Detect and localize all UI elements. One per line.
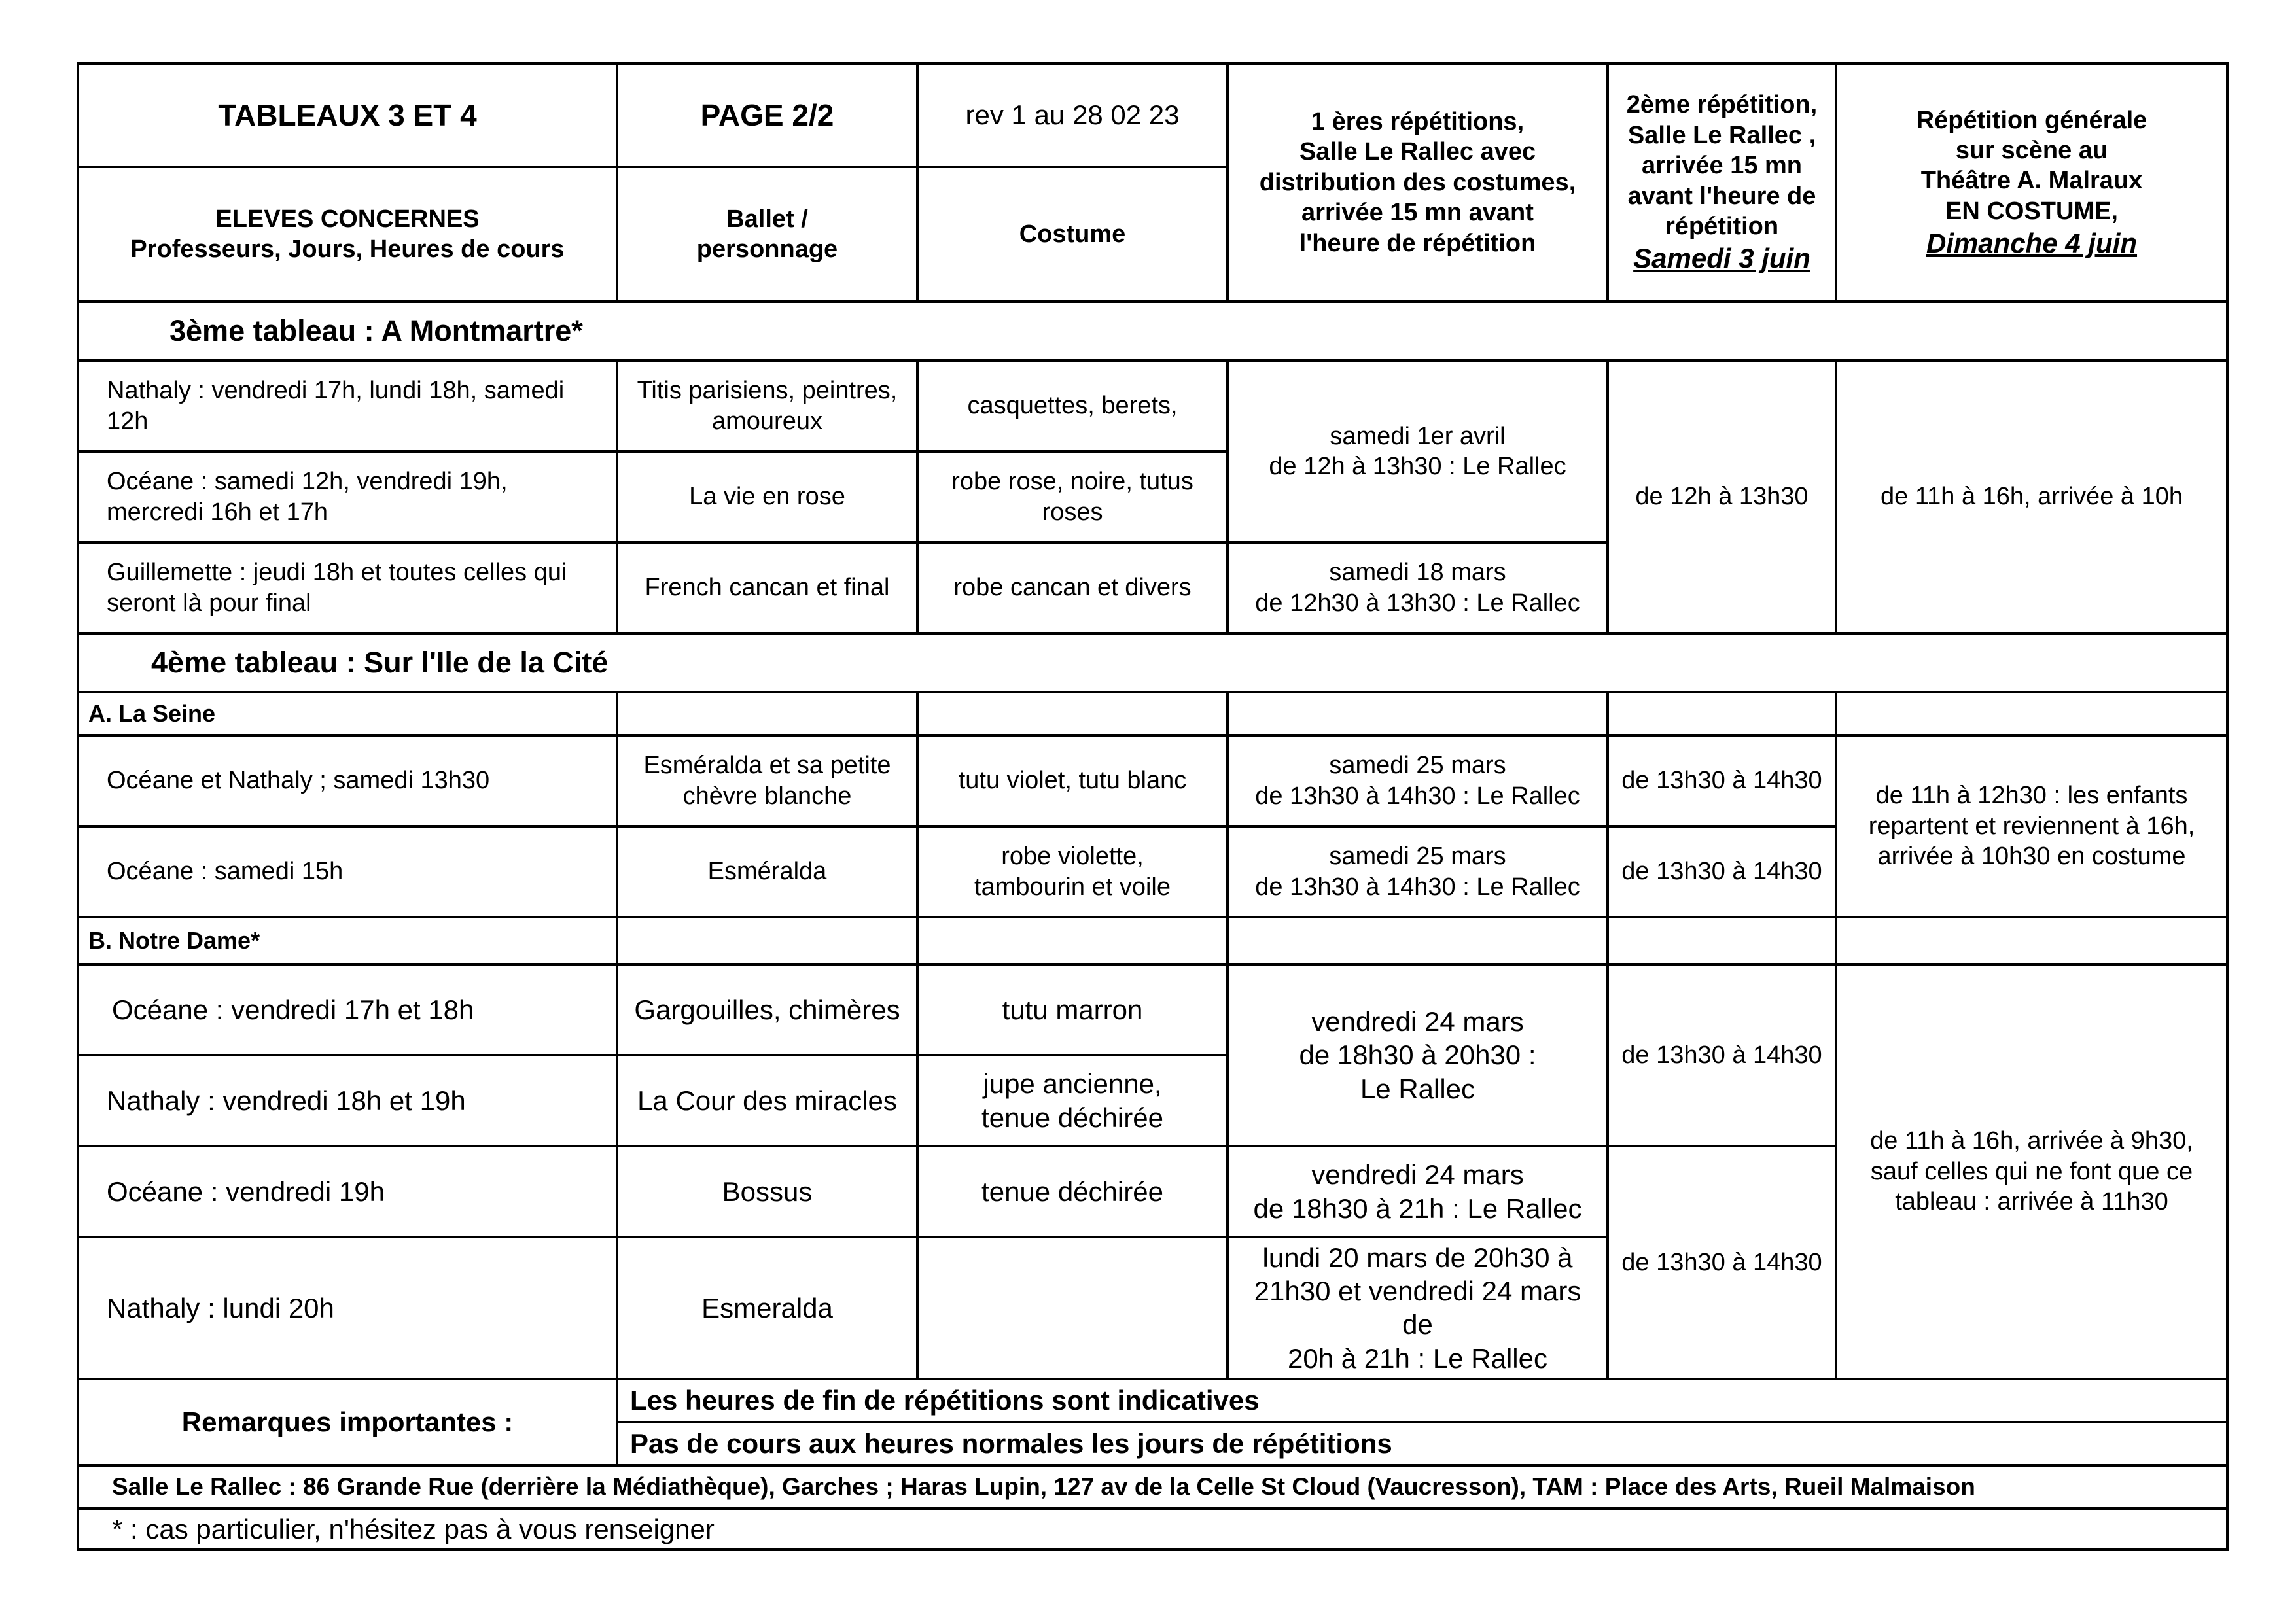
col-header-ballet: Ballet / personnage	[617, 167, 917, 302]
ballet-cell: Esméralda et sa petite chèvre blanche	[617, 735, 917, 826]
students-cell: Océane : vendredi 19h	[78, 1146, 617, 1237]
costume-cell: robe violette, tambourin et voile	[917, 826, 1227, 917]
ballet-cell: Titis parisiens, peintres, amoureux	[617, 360, 917, 451]
col-header-rep2: 2ème répétition, Salle Le Rallec , arrivée 15 mn avant l'heure de répétition Samedi 3 juin	[1608, 63, 1836, 302]
ballet-cell: Gargouilles, chimères	[617, 964, 917, 1055]
ballet-cell: La Cour des miracles	[617, 1055, 917, 1146]
rep1-cell: vendredi 24 mars de 18h30 à 21h : Le Rallec	[1227, 1146, 1608, 1237]
section-title-tableau4: 4ème tableau : Sur l'Ile de la Cité	[78, 633, 2227, 692]
ballet-cell: Bossus	[617, 1146, 917, 1237]
subsection-title-notre-dame: B. Notre Dame*	[78, 917, 617, 964]
ballet-cell: La vie en rose	[617, 451, 917, 542]
header-row-1	[78, 63, 2227, 167]
section-title-tableau3: 3ème tableau : A Montmartre*	[78, 302, 2227, 360]
col-header-costume: Costume	[917, 167, 1227, 302]
general-cell: de 11h à 16h, arrivée à 10h	[1836, 360, 2227, 633]
students-cell: Nathaly : vendredi 17h, lundi 18h, samedi 12h	[78, 360, 617, 451]
rep2-cell: de 12h à 13h30	[1608, 360, 1836, 633]
rep2-date: Samedi 3 juin	[1633, 243, 1810, 274]
students-cell: Océane et Nathaly ; samedi 13h30	[78, 735, 617, 826]
subsection-row-notre-dame	[78, 917, 2227, 964]
costume-cell: jupe ancienne, tenue déchirée	[917, 1055, 1227, 1146]
ballet-cell: Esméralda	[617, 826, 917, 917]
remark-2: Pas de cours aux heures normales les jours de répétitions	[617, 1422, 2227, 1465]
ballet-cell: Esmeralda	[617, 1237, 917, 1379]
costume-cell: robe cancan et divers	[917, 542, 1227, 633]
general-date: Dimanche 4 juin	[1926, 228, 2138, 259]
rep1-cell: samedi 1er avril de 12h à 13h30 : Le Rallec	[1227, 360, 1608, 542]
rep1-cell: vendredi 24 mars de 18h30 à 20h30 : Le Rallec	[1227, 964, 1608, 1146]
remark-1: Les heures de fin de répétitions sont indicatives	[617, 1379, 2227, 1422]
addresses-text: Salle Le Rallec : 86 Grande Rue (derrière la Médiathèque), Garches ; Haras Lupin, 127 av de la Celle St Cloud (Vaucresson), TAM : Place des Arts, Rueil Malmaison	[78, 1465, 2227, 1509]
remarks-label: Remarques importantes :	[78, 1379, 617, 1465]
section-row-tableau4	[78, 633, 2227, 692]
rep1-cell: samedi 25 mars de 13h30 à 14h30 : Le Rallec	[1227, 826, 1608, 917]
col-header-general: Répétition générale sur scène au Théâtre A. Malraux EN COSTUME, Dimanche 4 juin	[1836, 63, 2227, 302]
costume-cell: tenue déchirée	[917, 1146, 1227, 1237]
rep2-cell: de 13h30 à 14h30	[1608, 964, 1836, 1146]
subsection-row-seine	[78, 692, 2227, 735]
remarks-row	[78, 1379, 2227, 1422]
students-cell: Océane : samedi 12h, vendredi 19h, mercredi 16h et 17h	[78, 451, 617, 542]
document-title: TABLEAUX 3 ET 4	[78, 63, 617, 167]
col-header-rep1: 1 ères répétitions, Salle Le Rallec avec distribution des costumes, arrivée 15 mn avant l'heure de répétition	[1227, 63, 1608, 302]
page-number: PAGE 2/2	[617, 63, 917, 167]
general-cell: de 11h à 16h, arrivée à 9h30, sauf celles qui ne font que ce tableau : arrivée à 11h30	[1836, 964, 2227, 1379]
students-cell: Guillemette : jeudi 18h et toutes celles qui seront là pour final	[78, 542, 617, 633]
students-cell: Océane : samedi 15h	[78, 826, 617, 917]
costume-cell: casquettes, berets,	[917, 360, 1227, 451]
rep2-cell: de 13h30 à 14h30	[1608, 1146, 1836, 1379]
revision-label: rev 1 au 28 02 23	[917, 63, 1227, 167]
general-cell: de 11h à 12h30 : les enfants repartent et reviennent à 16h, arrivée à 10h30 en costume	[1836, 735, 2227, 917]
costume-cell	[917, 1237, 1227, 1379]
students-cell: Nathaly : vendredi 18h et 19h	[78, 1055, 617, 1146]
schedule-table	[77, 62, 2229, 1551]
costume-cell: tutu marron	[917, 964, 1227, 1055]
addresses-row	[78, 1465, 2227, 1509]
ballet-cell: French cancan et final	[617, 542, 917, 633]
costume-cell: tutu violet, tutu blanc	[917, 735, 1227, 826]
footnote-row	[78, 1509, 2227, 1550]
subsection-title-seine: A. La Seine	[78, 692, 617, 735]
section-row-tableau3	[78, 302, 2227, 360]
rep1-cell: samedi 25 mars de 13h30 à 14h30 : Le Rallec	[1227, 735, 1608, 826]
rep1-cell: samedi 18 mars de 12h30 à 13h30 : Le Rallec	[1227, 542, 1608, 633]
rep1-cell: lundi 20 mars de 20h30 à 21h30 et vendredi 24 mars de 20h à 21h : Le Rallec	[1227, 1237, 1608, 1379]
students-cell: Océane : vendredi 17h et 18h	[78, 964, 617, 1055]
col-header-students: ELEVES CONCERNES Professeurs, Jours, Heures de cours	[78, 167, 617, 302]
rep2-cell: de 13h30 à 14h30	[1608, 826, 1836, 917]
table-row	[78, 735, 2227, 826]
rep2-cell: de 13h30 à 14h30	[1608, 735, 1836, 826]
table-row	[78, 360, 2227, 451]
students-cell: Nathaly : lundi 20h	[78, 1237, 617, 1379]
footnote-text: * : cas particulier, n'hésitez pas à vous renseigner	[78, 1509, 2227, 1550]
costume-cell: robe rose, noire, tutus roses	[917, 451, 1227, 542]
table-row	[78, 964, 2227, 1055]
